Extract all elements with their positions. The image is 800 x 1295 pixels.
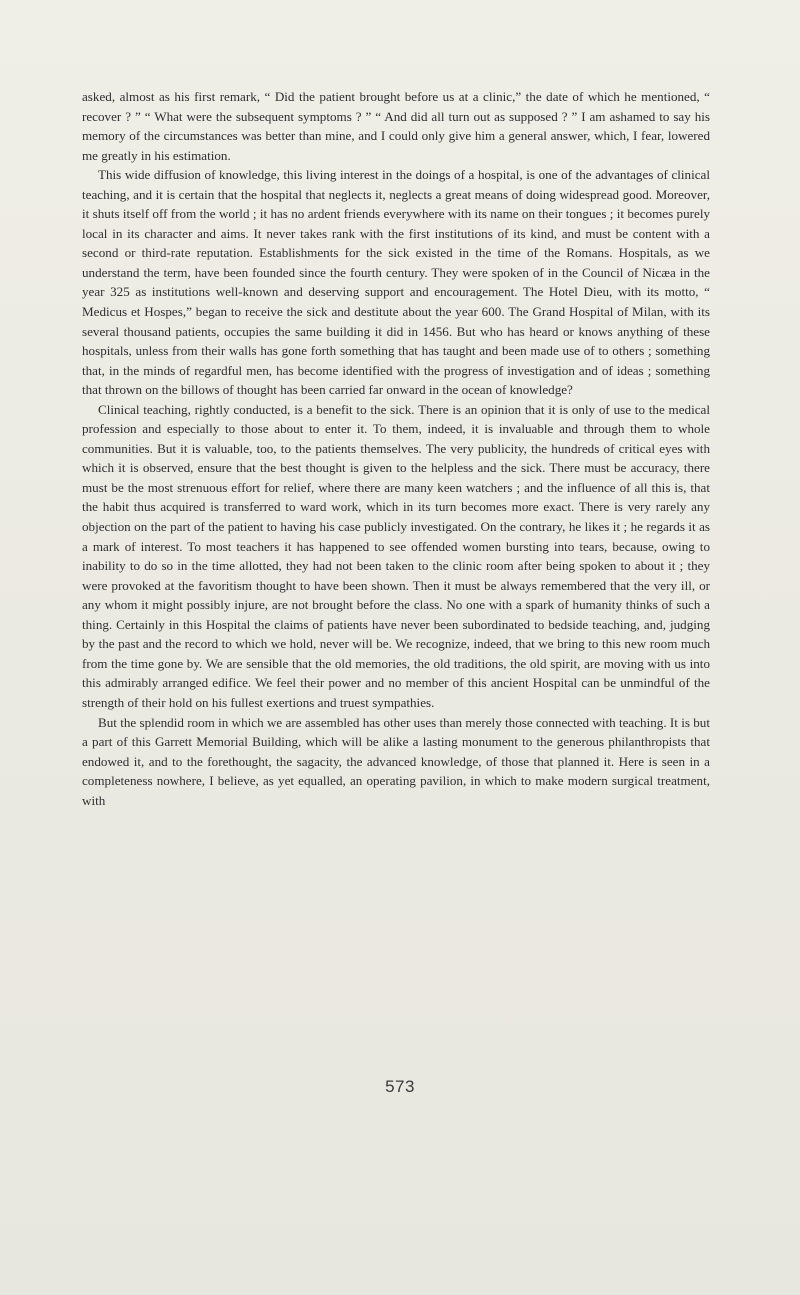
paragraph-4: But the splendid room in which we are assembled has other uses than merely those connected with teaching. It is but a part of this Garrett Memorial Building, which will be alike a lasting monument to the generous philanthropists that endowed it, and to the forethought, the sagacity, the advanced knowledge, of those that planned it. Here is seen in a completeness nowhere, I believe, as yet equalled, an operating pavilion, in which to make modern surgical treatment, with — [82, 714, 710, 808]
page-number: 573 — [385, 1077, 415, 1096]
paragraph-2: This wide diffusion of knowledge, this living interest in the doings of a hospital, is one of the advantages of clinical teaching, and it is certain that the hospital that neglects it, neglects a great means of doing widespread good. Moreover, it shuts itself off from the world ; it has no ardent friends everywhere with its name on their tongues ; it becomes purely local in its character and aims. It never takes rank with the first institutions of its kind, and must be content with a second or third-rate reputation. Establishments for the sick existed in the time of the Romans. Hospitals, as we understand the term, have been founded since the fourth century. They were spoken of in the Council of Nicæa in the year 325 as institutions well-known and deserving support and encouragement. The Hotel Dieu, with its motto, “ Medicus et Hospes,” began to receive the sick and destitute about the year 600. The Grand Hospital of Milan, with its several thousand patients, occupies the same building it did in 1456. But who has heard or knows anything of these hospitals, unless from their walls has gone forth something that has taught and been made use of to others ; something that, in the minds of regardful men, has become identified with the progress of investigation and of ideas ; something that thrown on the billows of thought has been carried far onward in the ocean of knowledge? — [82, 167, 710, 398]
body-text — [82, 87, 710, 810]
paragraph-3: Clinical teaching, rightly conducted, is a benefit to the sick. There is an opinion that it is only of use to the medical profession and especially to those about to enter it. To them, indeed, it is invaluable and through them to whole communities. But it is valuable, too, to the patients themselves. The very publicity, the hundreds of critical eyes with which it is observed, ensure that the best thought is given to the helpless and the sick. There must be accuracy, there must be the most strenuous effort for relief, where there are many keen watchers ; and the influence of all this is, that the habit thus acquired is transferred to ward work, which in its turn becomes more exact. There is very rarely any objection on the part of the patient to having his case publicly investigated. On the contrary, he likes it ; he regards it as a mark of interest. To most teachers it has happened to see offended women bursting into tears, because, owing to inability to do so in the time allotted, they had not been taken to the clinic room after being spoken to about it ; they were provoked at the favoritism thought to have been shown. Then it must be always remembered that the very ill, or any whom it might possibly injure, are not brought before the class. No one with a spark of humanity thinks of such a thing. Certainly in this Hospital the claims of patients have never been subordinated to bedside teaching, and, judging by the past and the record to which we hold, never will be. We recognize, indeed, that we bring to this new room much from the time gone by. We are sensible that the old memories, the old traditions, the old spirit, are moving with us into this admirably arranged edifice. We feel their power and no member of this ancient Hospital can be unmindful of the strength of their hold on his fullest exertions and truest sympathies. — [82, 401, 710, 710]
paragraph-1: asked, almost as his first remark, “ Did the patient brought before us at a clinic,” the date of which he mentioned, “ recover ? ” “ What were the subsequent symptoms ? ” “ And did all turn out as supposed ? ” I am ashamed to say his memory of the circumstances was better than mine, and I could only give him a general answer, which, I fear, lowered me greatly in his estimation. — [82, 89, 710, 163]
